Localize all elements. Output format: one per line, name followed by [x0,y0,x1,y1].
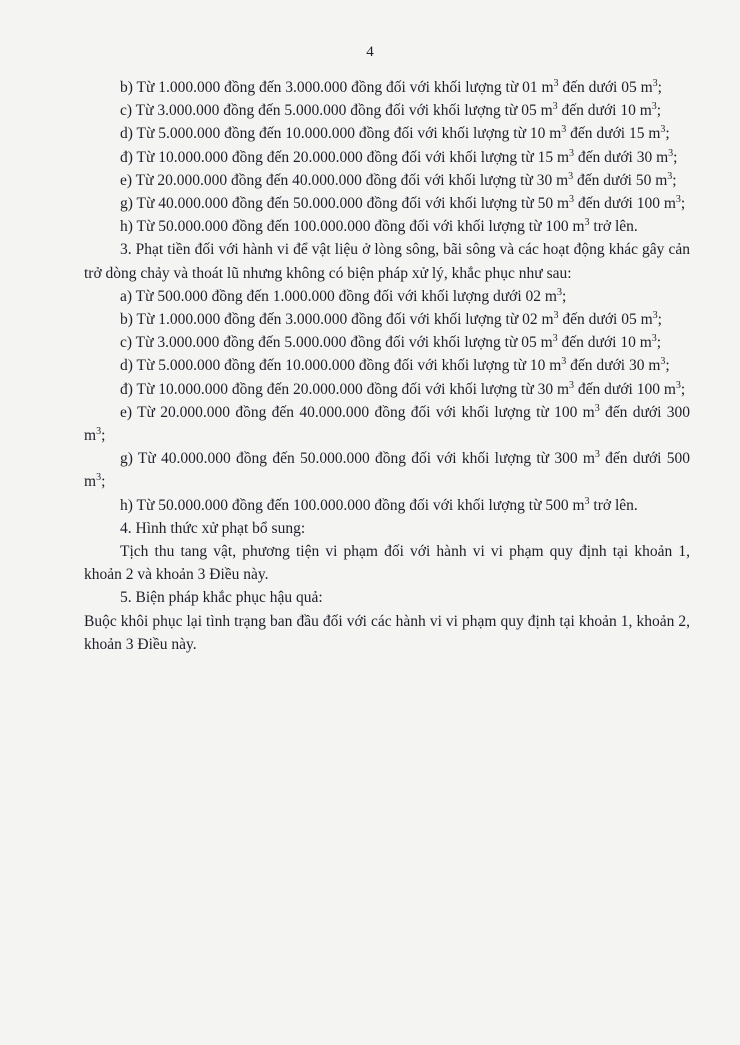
clause-3h: h) Từ 50.000.000 đồng đến 100.000.000 đồng đối với khối lượng từ 500 $m^3$ trở lên. [120,495,638,514]
clause-2h: h) Từ 50.000.000 đồng đến 100.000.000 đồng đối với khối lượng từ 100 $m^3$ trở lên. [120,217,638,236]
section-4-text: Tịch thu tang vật, phương tiện vi phạm đối với hành vi vi phạm quy định tại khoản 1, khoản 2 và khoản 3 Điều này. [84,543,690,584]
clause-3b: b) Từ 1.000.000 đồng đến 3.000.000 đồng đối với khối lượng từ 02 $m^3$ đến dưới 05 $m^3$; [120,310,662,329]
section-4-heading: 4. Hình thức xử phạt bổ sung: [120,519,306,537]
clause-2e: e) Từ 20.000.000 đồng đến 40.000.000 đồng đối với khối lượng từ 30 $m^3$ đến dưới 50 $m^3$; [120,170,677,189]
clause-2g: g) Từ 40.000.000 đồng đến 50.000.000 đồng đối với khối lượng từ 50 $m^3$ đến dưới 100 $m^3$; [120,194,686,213]
page-number: 4 [366,44,374,60]
clause-2c: c) Từ 3.000.000 đồng đến 5.000.000 đồng đối với khối lượng từ 05 $m^3$ đến dưới 10 $m^3$; [120,101,662,120]
clause-3g: g) Từ 40.000.000 đồng đến 50.000.000 đồng đối với khối lượng từ 300 $m^3$ đến dưới 500 $m^3$; [84,449,690,491]
section-5-heading: 5. Biện pháp khắc phục hậu quả: [120,589,323,607]
section-5-text: Buộc khôi phục lại tình trạng ban đầu đối với các hành vi vi phạm quy định tại khoản 1, khoản 2, khoản 3 Điều này. [84,612,690,653]
clause-3c: c) Từ 3.000.000 đồng đến 5.000.000 đồng đối với khối lượng từ 05 $m^3$ đến dưới 10 $m^3$; [120,333,662,352]
clause-3e: e) Từ 20.000.000 đồng đến 40.000.000 đồng đối với khối lượng từ 100 $m^3$ đến dưới 300 $m^3$; [84,402,690,445]
clause-3a: a) Từ 500.000 đồng đến 1.000.000 đồng đối với khối lượng dưới 02 $m^3$; [120,286,567,305]
clause-3d: d) Từ 5.000.000 đồng đến 10.000.000 đồng đối với khối lượng từ 10 $m^3$ đến dưới 30 $m^3$; [120,356,670,375]
clause-2b: b) Từ 1.000.000 đồng đến 3.000.000 đồng đối với khối lượng từ 01 $m^3$ đến dưới 05 $m^3$; [120,78,662,96]
clause-2d: d) Từ 5.000.000 đồng đến 10.000.000 đồng đối với khối lượng từ 10 $m^3$ đến dưới 15 $m^3$; [120,124,670,143]
section-3-heading: 3. Phạt tiền đối với hành vi để vật liệu ở lòng sông, bãi sông và các hoạt động khác gây cản trở dòng chảy và thoát lũ nhưng không có biện pháp xử lý, khắc phục như sau: [84,241,690,282]
clause-3dd: đ) Từ 10.000.000 đồng đến 20.000.000 đồng đối với khối lượng từ 30 $m^3$ đến dưới 100 $m^3$; [120,379,686,398]
clause-2dd: đ) Từ 10.000.000 đồng đến 20.000.000 đồng đối với khối lượng từ 15 $m^3$ đến dưới 30 $m^3$; [120,147,678,166]
body-text [84,76,690,656]
